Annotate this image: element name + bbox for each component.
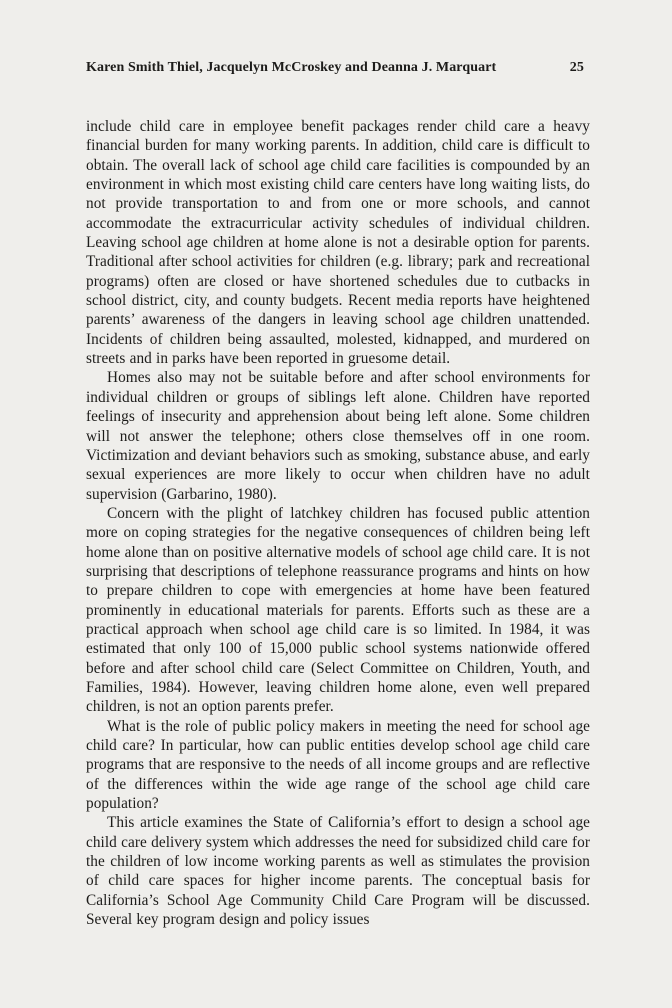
paragraph-2: Homes also may not be suitable before and after school environments for individual children or groups of siblings left alone. Children have reported feelings of insecurity and apprehension about being left alone. Some children will not answer the telephone; others close themselves off in one room. Victimization and deviant behaviors such as smoking, substance abuse, and early sexual experiences are more likely to occur when children have no adult supervision (Garbarino, 1980). (86, 369, 590, 503)
paragraph-4: What is the role of public policy makers in meeting the need for school age child care? In particular, how can public entities develop school age child care programs that are responsive to the needs of all income groups and are reflective of the differences within the wide age range of the school age child care population? (86, 717, 590, 813)
running-header (86, 60, 590, 76)
paragraph-3: Concern with the plight of latchkey children has focused public attention more on coping strategies for the negative consequences of children being left home alone than on positive alternative models of school age child care. It is not surprising that descriptions of telephone reassurance programs and hints on how to prepare children to cope with emergencies at home have been featured prominently in educational materials for parents. Efforts such as these are a practical approach when school age child care is so limited. In 1984, it was estimated that only 100 of 15,000 public school systems nationwide offered before and after school child care (Select Committee on Children, Youth, and Families, 1984). However, leaving children home alone, even well prepared children, is not an option parents prefer. (86, 504, 590, 716)
paragraph-1: include child care in employee benefit packages render child care a heavy financial burden for many working parents. In addition, child care is difficult to obtain. The overall lack of school age child care facilities is compounded by an environment in which most existing child care centers have long waiting lists, do not provide transportation to and from one or more schools, and cannot accommodate the extracurricular activity schedules of individual children. Leaving school age children at home alone is not a desirable option for parents. Traditional after school activities for children (e.g. library; park and recreational programs) often are closed or have shortened schedules due to cutbacks in school district, city, and county budgets. Recent media reports have heightened parents’ awareness of the dangers in leaving school age children unattended. Incidents of children being assaulted, molested, kidnapped, and murdered on streets and in parks have been reported in gruesome detail. (86, 118, 590, 368)
article-body (86, 117, 590, 929)
page-number: 25 (569, 60, 584, 75)
paragraph-5: This article examines the State of California’s effort to design a school age child care delivery system which addresses the need for subsidized child care for the children of low income working parents as well as stimulates the provision of child care spaces for higher income parents. The conceptual basis for California’s School Age Community Child Care Program will be discussed. Several key program design and policy issues (86, 814, 590, 929)
running-header-authors: Karen Smith Thiel, Jacquelyn McCroskey and Deanna J. Marquart (86, 60, 497, 75)
